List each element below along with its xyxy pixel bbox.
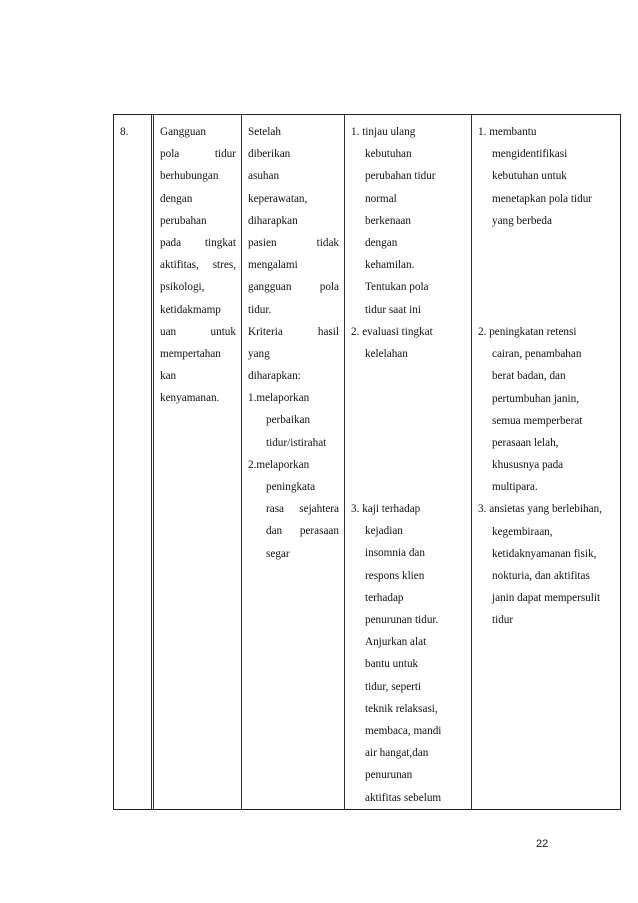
goal-line: dan perasaan bbox=[266, 525, 339, 538]
rationale-line: tidur bbox=[492, 614, 514, 627]
goal-line: gangguan pola bbox=[248, 281, 339, 294]
goal-line: diharapkan bbox=[248, 214, 298, 227]
goal-line: yang bbox=[248, 347, 270, 360]
intervention-line: kehamilan. bbox=[365, 259, 415, 272]
rationale-line: menetapkan pola tidur bbox=[492, 192, 593, 205]
page-number: 22 bbox=[536, 838, 549, 850]
goal-line: rasa sejahtera bbox=[266, 503, 339, 516]
table-row bbox=[114, 115, 620, 809]
intervention-line: kejadian bbox=[365, 525, 403, 538]
rationale-line: janin dapat mempersulit bbox=[492, 592, 601, 605]
row-number: 8. bbox=[120, 126, 129, 138]
goal-line: keperawatan, bbox=[248, 192, 308, 205]
goal-line: diberikan bbox=[248, 148, 291, 161]
goal-line: Setelah bbox=[248, 126, 281, 138]
goal-line: segar bbox=[266, 547, 290, 560]
intervention-line: membaca, mandi bbox=[365, 724, 442, 737]
intervention-line: bantu untuk bbox=[365, 658, 419, 671]
intervention-line: teknik relaksasi, bbox=[365, 702, 438, 715]
intervention-line: air hangat,dan bbox=[365, 747, 429, 760]
rationale-line: perasaan lelah, bbox=[492, 436, 559, 449]
rationale-line: 3. ansietas yang berlebihan, bbox=[478, 503, 602, 516]
diagnosis-line: pola tidur bbox=[160, 148, 236, 161]
diagnosis-line: ketidakmamp bbox=[160, 303, 221, 316]
diagnosis-line: pada tingkat bbox=[160, 236, 236, 249]
goal-line: diharapkan: bbox=[248, 370, 301, 383]
intervention-line: penurunan bbox=[365, 769, 413, 782]
intervention-line: kelelahan bbox=[365, 347, 408, 360]
rationale-line: multipara. bbox=[492, 481, 538, 494]
diagnosis-line: berhubungan bbox=[160, 170, 219, 183]
rationale-line: berat badan, dan bbox=[492, 370, 566, 383]
intervention-line: penurunan tidur. bbox=[365, 614, 439, 626]
intervention-line: 2. evaluasi tingkat bbox=[351, 325, 433, 338]
rationale-line: semua memperberat bbox=[492, 414, 583, 427]
intervention-line: tidur saat ini bbox=[365, 303, 421, 316]
intervention-line: kebutuhan bbox=[365, 148, 412, 161]
cell-diagnosis bbox=[151, 115, 241, 809]
rationale-line: khususnya pada bbox=[492, 459, 564, 472]
goal-line: 2.melaporkan bbox=[248, 458, 310, 471]
intervention-line: terhadap bbox=[365, 591, 404, 604]
rationale-line: cairan, penambahan bbox=[492, 348, 582, 361]
rationale-line: 1. membantu bbox=[478, 126, 537, 138]
goal-line: tidur. bbox=[248, 303, 272, 316]
cell-interventions bbox=[344, 115, 471, 809]
rationale-line: nokturia, dan aktifitas bbox=[492, 570, 590, 582]
goal-line: asuhan bbox=[248, 170, 280, 183]
goal-line: 1.melaporkan bbox=[248, 392, 310, 405]
rationale-line: 2. peningkatan retensi bbox=[478, 325, 577, 338]
diagnosis-line: psikologi, bbox=[160, 281, 205, 294]
rationale-line: kebutuhan untuk bbox=[492, 170, 567, 183]
intervention-line: aktifitas sebelum bbox=[365, 791, 442, 804]
intervention-line: Anjurkan alat bbox=[365, 636, 427, 649]
diagnosis-line: dengan bbox=[160, 192, 193, 205]
diagnosis-line: kan bbox=[160, 370, 177, 383]
diagnosis-line: perubahan bbox=[160, 214, 207, 227]
intervention-line: dengan bbox=[365, 236, 398, 249]
rationale-line: pertumbuhan janin, bbox=[492, 392, 579, 405]
intervention-line: tidur, seperti bbox=[365, 680, 422, 693]
goal-line: mengalami bbox=[248, 259, 298, 272]
cell-number bbox=[114, 115, 151, 809]
intervention-line: 3. kaji terhadap bbox=[351, 503, 421, 516]
cell-goals bbox=[241, 115, 344, 809]
diagnosis-line: kenyamanan. bbox=[160, 392, 220, 405]
spacer bbox=[478, 232, 615, 321]
care-plan-table bbox=[113, 114, 619, 806]
intervention-line: perubahan tidur bbox=[365, 170, 436, 183]
intervention-line: 1. tinjau ulang bbox=[351, 126, 416, 138]
diagnosis-line: Gangguan bbox=[160, 126, 206, 138]
goal-line: peningkata bbox=[266, 481, 316, 493]
intervention-line: insomnia dan bbox=[365, 547, 425, 560]
goal-line: pasien tidak bbox=[248, 236, 339, 249]
rationale-line: yang berbeda bbox=[492, 214, 552, 227]
intervention-line: Tentukan pola bbox=[365, 281, 429, 294]
rationale-line: ketidaknyamanan fisik, bbox=[492, 547, 597, 560]
goal-line: tidur/istirahat bbox=[266, 436, 327, 449]
rationale-line: kegembiraan, bbox=[492, 525, 553, 538]
intervention-line: respons klien bbox=[365, 569, 425, 582]
spacer bbox=[351, 365, 466, 498]
intervention-line: normal bbox=[365, 192, 397, 205]
diagnosis-line: mempertahan bbox=[160, 347, 221, 360]
goal-line: perbaikan bbox=[266, 414, 311, 427]
care-plan-grid bbox=[113, 114, 621, 810]
goal-line: Kriteria hasil bbox=[248, 325, 339, 338]
intervention-line: berkenaan bbox=[365, 214, 411, 227]
rationale-line: mengidentifikasi bbox=[492, 148, 568, 161]
cell-rationale bbox=[471, 115, 620, 809]
diagnosis-line: uan untuk bbox=[160, 325, 236, 338]
diagnosis-line: aktifitas, stres, bbox=[160, 259, 236, 272]
